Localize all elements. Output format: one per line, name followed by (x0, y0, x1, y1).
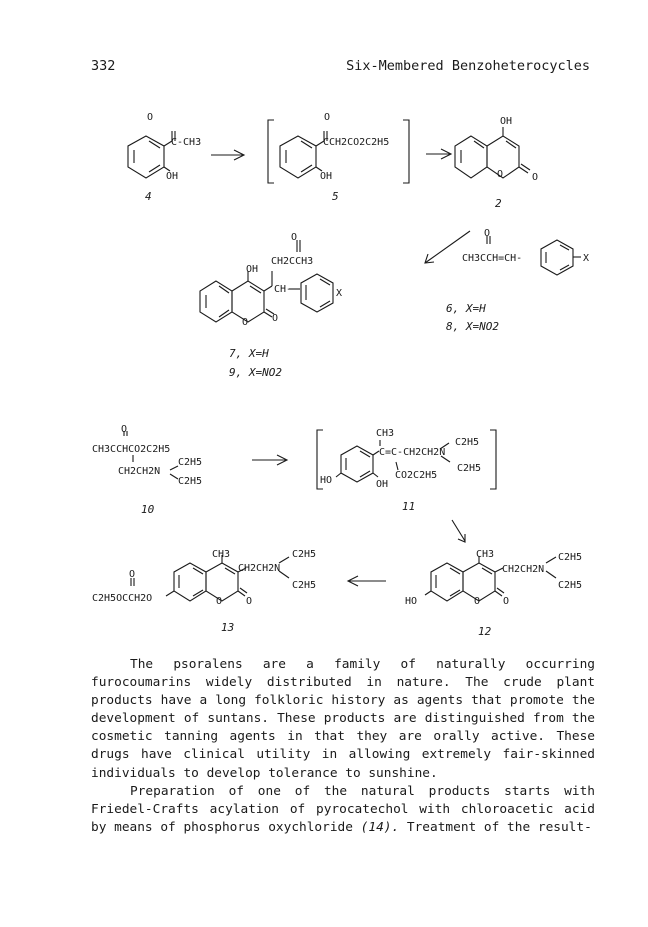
compound-12-ho: HO (405, 596, 418, 607)
compound-7-hydroxyl: OH (246, 264, 259, 275)
compound-10-ethyl-2: C2H5 (178, 476, 203, 487)
compound-5-hydroxyl: OH (320, 171, 333, 182)
compound-2-carbonyl-o: O (532, 172, 539, 183)
compound-7-oxo: O (291, 232, 298, 243)
compound-10-label: 10 (141, 503, 155, 516)
compound-12-ethyl-2: C2H5 (558, 580, 583, 591)
compound-2-ring-o: O (497, 169, 504, 180)
compound-13-label: 13 (221, 621, 235, 634)
compound-13-ethyl-1: C2H5 (292, 549, 317, 560)
compound-11-ho: HO (320, 475, 333, 486)
arrow-11-to-12 (452, 520, 465, 542)
paragraph-preparation (91, 783, 595, 837)
arrow-10-to-11 (252, 455, 287, 465)
arrow-4-to-5 (211, 150, 244, 160)
compound-2-label: 2 (495, 197, 502, 210)
compound-11-methyl: CH3 (376, 428, 395, 439)
compound-13-ester-o: O (129, 569, 136, 580)
compound-6-label: 6, X=H (446, 302, 486, 315)
compound-11-label: 11 (402, 500, 416, 513)
compound-10-line2: CH2CH2N (118, 466, 161, 477)
compound-4-label: 4 (145, 190, 152, 203)
compound-7-carbonyl-o: O (272, 313, 279, 324)
arrow-12-to-13 (348, 576, 386, 586)
compound-6-carbonyl-o: O (484, 228, 491, 239)
compound-10-ethyl-1: C2H5 (178, 457, 203, 468)
compound-10-carbonyl-o: O (121, 424, 128, 435)
compound-2-hydroxyl: OH (500, 116, 513, 127)
compound-6-x: X (583, 253, 590, 264)
compound-12-ring-o: O (474, 596, 481, 607)
compound-13-structure (131, 555, 289, 601)
compound-13-carbonyl-o: O (246, 596, 253, 607)
running-title: Six-Membered Benzoheterocycles (346, 58, 590, 74)
compound-7-ring-o: O (242, 317, 249, 328)
compound-5-label: 5 (332, 190, 339, 203)
compound-13-chain: CH2CH2N (238, 563, 281, 574)
compound-7-ch: CH- (274, 284, 293, 295)
compound-5-structure (268, 120, 409, 183)
compound-10-line1: CH3CCHCO2C2H5 (92, 444, 171, 455)
compound-11-ethyl-1: C2H5 (455, 437, 480, 448)
compound-7-structure (200, 240, 333, 322)
compound-12-ethyl-1: C2H5 (558, 552, 583, 563)
compound-5-carbonyl-o: O (324, 112, 331, 123)
compound-11-ethyl-2: C2H5 (457, 463, 482, 474)
compound-7-chain: CH2CCH3 (271, 256, 314, 267)
compound-8-label: 8, X=NO2 (446, 320, 499, 333)
compound-9-label: 9, X=NO2 (229, 366, 282, 379)
arrow-5-to-2 (426, 149, 451, 159)
compound-4-hydroxyl: OH (166, 171, 179, 182)
compound-7-x: X (336, 288, 343, 299)
compound-7-label: 7, X=H (229, 347, 269, 360)
reference-citation: (14). (360, 819, 400, 835)
compound-12-structure (425, 556, 556, 601)
compound-12-carbonyl-o: O (503, 596, 510, 607)
body-text (91, 656, 595, 837)
page-number: 332 (91, 58, 116, 74)
compound-5-chain: CCH2CO2C2H5 (323, 137, 390, 148)
compound-12-label: 12 (478, 625, 492, 638)
compound-4-carbonyl-o: O (147, 112, 154, 123)
compound-4-acyl: C-CH3 (171, 137, 202, 148)
compound-6-chain: CH3CCH=CH- (462, 253, 523, 264)
compound-12-chain: CH2CH2N (502, 564, 545, 575)
compound-13-methyl: CH3 (212, 549, 231, 560)
compound-12-methyl: CH3 (476, 549, 495, 560)
compound-11-oh: OH (376, 479, 389, 490)
compound-11-chain: C=C-CH2CH2N (379, 447, 446, 458)
paragraph-preparation-text: Preparation of one of the natural products starts with Friedel-Crafts acylation of pyrocatechol with chloroacetic acid by means of phosphorus oxychloride (91, 783, 595, 835)
paragraph-psoralens: The psoralens are a family of naturally occurring furocoumarins widely distributed in nature. The crude plant products have a long folkloric history as agents that promote the development of suntans. These products are distinguished from the cosmetic tanning agents in that they are orally active. These drugs have clinical utility in allowing extremely fair-skinned individuals to develop tolerance to sunshine. (91, 657, 595, 781)
compound-13-ester: C2H5OCCH2O (92, 593, 153, 604)
compound-13-ring-o: O (216, 596, 223, 607)
compound-2-structure (455, 127, 530, 178)
compound-11-ester: CO2C2H5 (395, 470, 438, 481)
compound-13-ethyl-2: C2H5 (292, 580, 317, 591)
paragraph-preparation-tail: Treatment of the result- (399, 819, 592, 835)
